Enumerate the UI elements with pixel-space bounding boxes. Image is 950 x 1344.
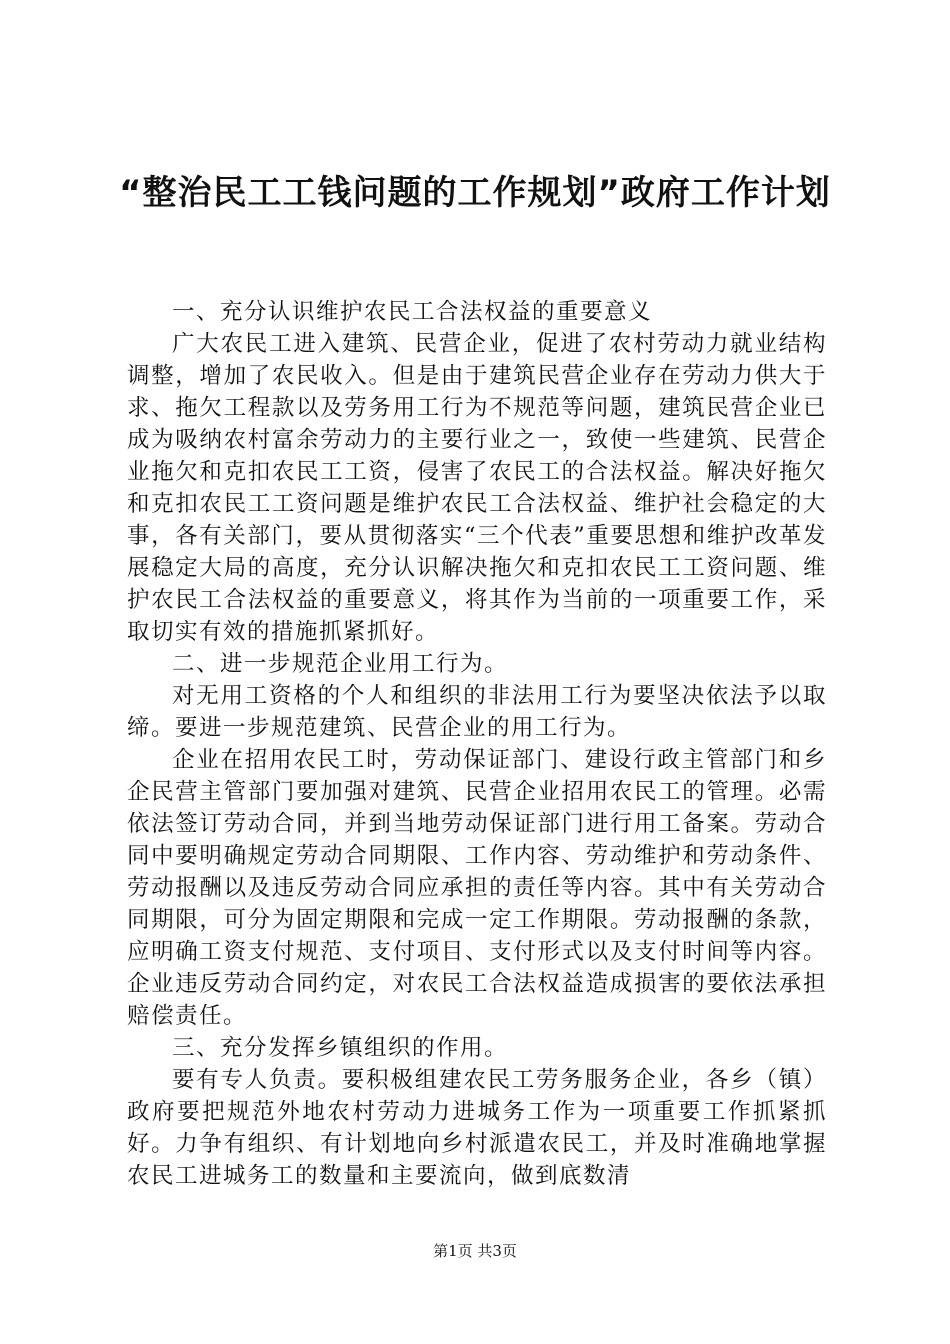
section-heading-1: 一、充分认识维护农民工合法权益的重要意义: [172, 299, 653, 325]
document-body: [127, 296, 827, 1192]
paragraph: 企业在招用农民工时，劳动保证部门、建设行政主管部门和乡企民营主管部门要加强对建筑、民营企业招用农民工的管理。必需依法签订劳动合同，并到当地劳动保证部门进行用工备案。劳动合同中要明确规定劳动合同期限、工作内容、劳动维护和劳动条件、劳动报酬以及违反劳动合同应承担的责任等内容。其中有关劳动合同期限，可分为固定期限和完成一定工作期限。劳动报酬的条款，应明确工资支付规范、支付项目、支付形式以及支付时间等内容。企业违反劳动合同约定，对农民工合法权益造成损害的要依法承担赔偿责任。: [127, 747, 827, 1029]
paragraph: 广大农民工进入建筑、民营企业，促进了农村劳动力就业结构调整，增加了农民收入。但是由于建筑民营企业存在劳动力供大于求、拖欠工程款以及劳务用工行为不规范等问题，建筑民营企业已成为吸纳农村富余劳动力的主要行业之一，致使一些建筑、民营企业拖欠和克扣农民工工资，侵害了农民工的合法权益。解决好拖欠和克扣农民工工资问题是维护农民工合法权益、维护社会稳定的大事，各有关部门，要从贯彻落实“三个代表”重要思想和维护改革发展稳定大局的高度，充分认识解决拖欠和克扣农民工工资问题、维护农民工合法权益的重要意义，将其作为当前的一项重要工作，采取切实有效的措施抓紧抓好。: [127, 331, 827, 645]
page-number-footer: 第1页 共3页: [433, 1242, 517, 1260]
document-title: “整治民工工钱问题的工作规划”政府工作计划: [119, 173, 831, 213]
section-heading-2: 二、进一步规范企业用工行为。: [172, 651, 509, 677]
section-heading-3: 三、充分发挥乡镇组织的作用。: [172, 1035, 509, 1061]
paragraph: 对无用工资格的个人和组织的非法用工行为要坚决依法予以取缔。要进一步规范建筑、民营企业的用工行为。: [127, 683, 827, 741]
paragraph: 要有专人负责。要积极组建农民工劳务服务企业，各乡（镇）政府要把规范外地农村劳动力进城务工作为一项重要工作抓紧抓好。力争有组织、有计划地向乡村派遣农民工，并及时准确地掌握农民工进城务工的数量和主要流向，做到底数清: [127, 1067, 827, 1189]
